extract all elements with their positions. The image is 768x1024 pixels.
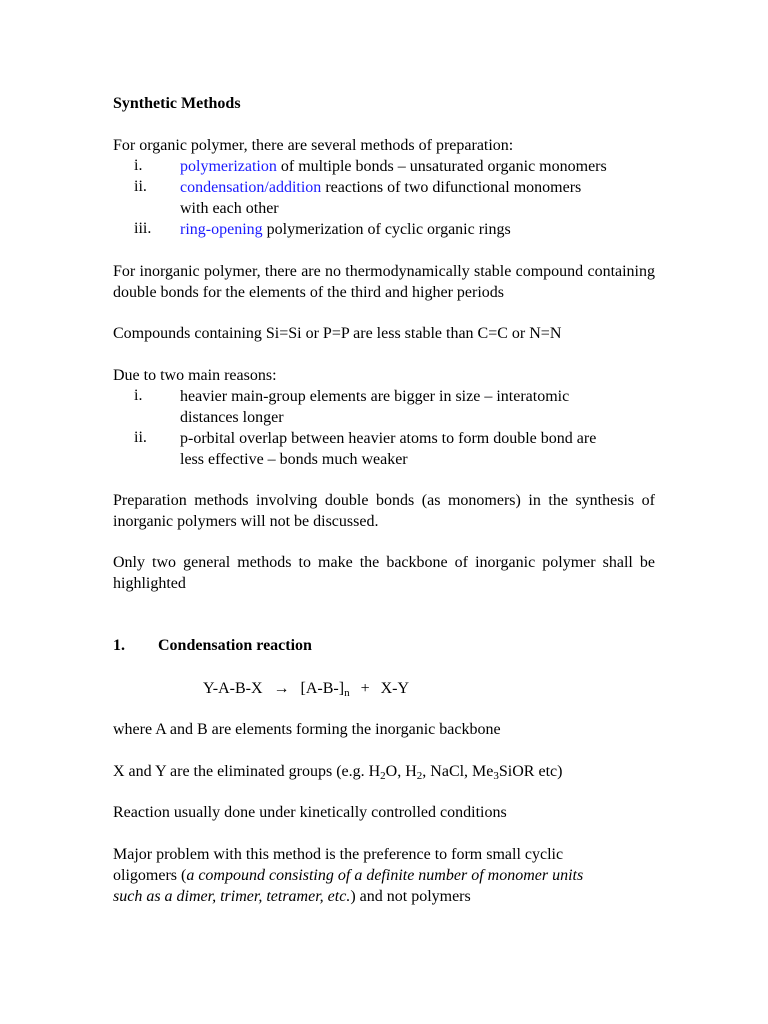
list-item-continuation: with each other xyxy=(180,200,279,217)
section-heading: Synthetic Methods xyxy=(113,95,241,112)
kinetic-sentence: Reaction usually done under kinetically controlled conditions xyxy=(113,804,507,821)
reaction-equation xyxy=(203,679,409,699)
product-subscript: n xyxy=(344,687,350,699)
subscript: 2 xyxy=(380,770,386,782)
text-segment: SiOR etc) xyxy=(498,763,563,780)
highlight-term: polymerization xyxy=(180,158,277,175)
plus-sign: + xyxy=(360,680,370,697)
section-title: Condensation reaction xyxy=(158,637,312,654)
item-text: of multiple bonds – unsaturated organic monomers xyxy=(276,158,607,175)
text-segment: , NaCl, Me xyxy=(422,763,494,780)
list-item-continuation: less effective – bonds much weaker xyxy=(180,451,408,468)
list-number: ii. xyxy=(134,178,147,195)
text-segment: ) and not polymers xyxy=(350,888,471,905)
reactant: Y-A-B-X xyxy=(203,680,263,697)
definition-italic: such as a dimer, trimer, tetramer, etc. xyxy=(113,888,351,905)
highlight-term: ring-opening xyxy=(180,221,263,238)
inorganic-paragraph: For inorganic polymer, there are no thermodynamically stable compound containing double bonds for the elements of the third and higher periods xyxy=(113,263,655,301)
list-item: heavier main-group elements are bigger in size – interatomic xyxy=(180,388,570,405)
problem-line-3 xyxy=(113,887,471,907)
reasons-intro: Due to two main reasons: xyxy=(113,367,277,384)
text-segment: oligomers ( xyxy=(113,867,187,884)
text-segment: X and Y are the eliminated groups (e.g. H xyxy=(113,763,381,780)
list-item xyxy=(180,156,607,177)
product: [A-B-] xyxy=(300,680,345,697)
list-number: i. xyxy=(134,387,143,404)
list-number: iii. xyxy=(134,220,152,237)
text-segment: O, H xyxy=(385,763,417,780)
arrow-icon: → xyxy=(273,680,290,697)
list-number: i. xyxy=(134,157,143,174)
list-number: ii. xyxy=(134,429,147,446)
preparation-paragraph: Preparation methods involving double bonds (as monomers) in the synthesis of inorganic polymers will not be discussed. xyxy=(113,492,655,530)
problem-line-1: Major problem with this method is the preference to form small cyclic xyxy=(113,846,564,863)
stability-sentence: Compounds containing Si=Si or P=P are less stable than C=C or N=N xyxy=(113,325,562,342)
list-item xyxy=(180,177,581,198)
definition-italic: a compound consisting of a definite number of monomer units xyxy=(186,867,584,884)
list-item-continuation: distances longer xyxy=(180,409,284,426)
byproduct: X-Y xyxy=(380,680,410,697)
methods-paragraph: Only two general methods to make the backbone of inorganic polymer shall be highlighted xyxy=(113,554,655,592)
eliminated-groups xyxy=(113,762,562,782)
section-number: 1. xyxy=(113,637,125,654)
backbone-sentence: where A and B are elements forming the inorganic backbone xyxy=(113,721,501,738)
highlight-term: condensation/addition xyxy=(180,179,322,196)
list-item: p-orbital overlap between heavier atoms to form double bond are xyxy=(180,430,597,447)
item-text: reactions of two difunctional monomers xyxy=(321,179,582,196)
organic-intro: For organic polymer, there are several methods of preparation: xyxy=(113,137,514,154)
problem-line-2 xyxy=(113,866,583,886)
item-text: polymerization of cyclic organic rings xyxy=(262,221,511,238)
subscript: 2 xyxy=(416,770,423,782)
list-item xyxy=(180,219,511,240)
subscript: 3 xyxy=(493,770,499,782)
